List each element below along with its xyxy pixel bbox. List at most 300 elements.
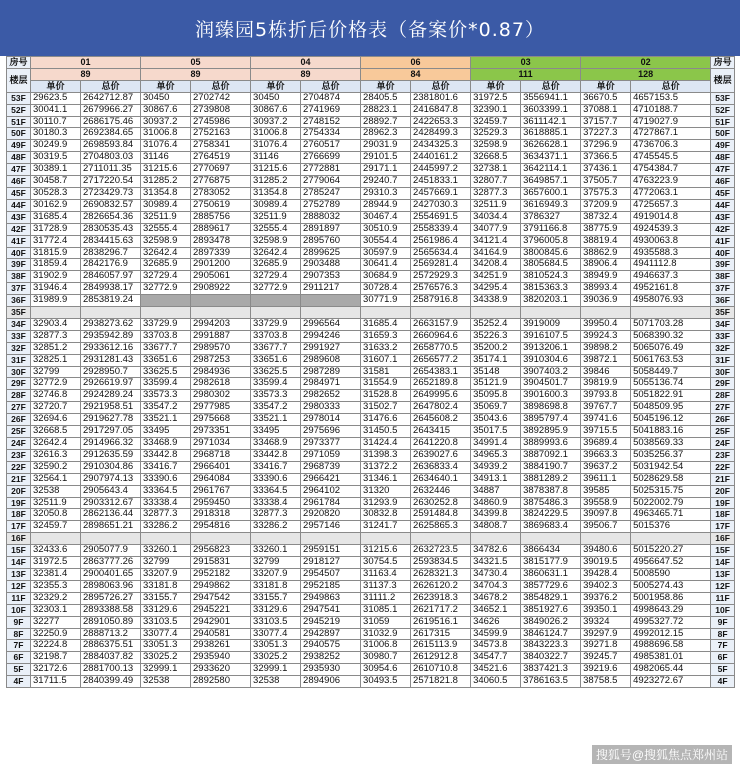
total-price-cell: 2760517	[301, 140, 361, 152]
total-price-cell: 2895760	[301, 235, 361, 247]
total-price-cell: 4963465.71	[631, 509, 711, 521]
unit-price-cell: 30641.4	[361, 259, 411, 271]
unit-price-cell: 37209.9	[581, 199, 631, 211]
unit-price-cell: 32668.5	[31, 426, 81, 438]
empty-cell	[631, 533, 711, 545]
total-price-cell: 2826654.36	[81, 211, 141, 223]
table-row	[7, 592, 735, 604]
unit-price-cell: 31085.1	[361, 604, 411, 616]
unit-price-cell: 30110.7	[31, 116, 81, 128]
unit-price-cell: 38993.4	[581, 283, 631, 295]
floor-number-left: 16F	[7, 533, 31, 545]
total-price-cell: 2907353	[301, 271, 361, 283]
unit-price-cell: 35200.2	[471, 342, 521, 354]
total-price-cell: 2764519	[191, 152, 251, 164]
unit-price-cell: 31815.9	[31, 247, 81, 259]
unit-price-cell: 35017.5	[471, 426, 521, 438]
unit-price-cell: 31554.9	[361, 378, 411, 390]
unit-price-cell: 31607.1	[361, 354, 411, 366]
total-price-cell: 2723429.73	[81, 187, 141, 199]
total-price-cell: 5038569.33	[631, 438, 711, 450]
unit-price-cell: 34060.5	[471, 676, 521, 688]
unit-price-cell: 34887	[471, 485, 521, 497]
unit-price-cell: 32685.9	[251, 259, 301, 271]
total-price-cell: 2973377	[301, 438, 361, 450]
total-price-cell: 2619516.1	[411, 616, 471, 628]
floor-number-right: 27F	[711, 402, 735, 414]
unit-price-cell: 33677.7	[251, 342, 301, 354]
unit-price-cell: 32598.9	[471, 140, 521, 152]
total-price-cell: 2849938.17	[81, 283, 141, 295]
empty-cell	[251, 533, 301, 545]
total-price-cell: 2954816	[191, 521, 251, 533]
room-label-left: 房号	[7, 57, 31, 69]
unit-price-cell: 39741.6	[581, 414, 631, 426]
unit-price-cell: 33468.9	[251, 438, 301, 450]
total-price-cell: 3603399.1	[521, 104, 581, 116]
unit-price-cell: 30989.4	[141, 199, 191, 211]
floor-number-right: 6F	[711, 652, 735, 664]
floor-number-right: 19F	[711, 497, 735, 509]
total-price-cell: 2964102	[301, 485, 361, 497]
total-price-cell: 3875486.3	[521, 497, 581, 509]
total-price-cell: 2895726.27	[81, 592, 141, 604]
unit-price-cell: 32746.8	[31, 390, 81, 402]
unit-price-cell: 31633.2	[361, 342, 411, 354]
total-price-cell: 3657600.1	[521, 187, 581, 199]
unit-price-cell: 33390.6	[141, 473, 191, 485]
total-price-cell: 4952161.8	[631, 283, 711, 295]
total-price-cell: 2933612.16	[81, 342, 141, 354]
total-price-cell: 2980333	[301, 402, 361, 414]
unit-price-cell: 38758.5	[581, 676, 631, 688]
total-price-cell: 2952185	[301, 580, 361, 592]
unit-price-cell: 32538	[141, 676, 191, 688]
unit-price-cell: 30989.4	[251, 199, 301, 211]
table-row	[7, 521, 735, 533]
floor-number-left: 35F	[7, 307, 31, 319]
total-price-cell: 2933620	[191, 664, 251, 676]
unit-price-cell: 37505.7	[581, 176, 631, 188]
total-price-cell: 2959450	[191, 497, 251, 509]
table-row	[7, 318, 735, 330]
unit-price-cell: 30771.9	[361, 295, 411, 307]
unit-price-cell: 33625.5	[251, 366, 301, 378]
total-price-cell: 3898698.8	[521, 402, 581, 414]
unit-price-cell: 30528.3	[31, 187, 81, 199]
floor-number-left: 27F	[7, 402, 31, 414]
total-price-cell: 2956823	[191, 545, 251, 557]
total-price-cell: 2954507	[301, 568, 361, 580]
floor-number-right: 47F	[711, 164, 735, 176]
floor-number-left: 47F	[7, 164, 31, 176]
total-price-cell	[301, 295, 361, 307]
unit-price-cell: 31728.9	[31, 223, 81, 235]
total-price-cell: 2912635.59	[81, 449, 141, 461]
total-price-cell: 2940575	[301, 640, 361, 652]
total-price-cell: 2745986	[191, 116, 251, 128]
total-price-cell: 2966401	[191, 461, 251, 473]
empty-cell	[411, 307, 471, 319]
table-row	[7, 557, 735, 569]
unit-price-cell: 31146	[141, 152, 191, 164]
room-number: 03	[471, 57, 581, 69]
unit-price-cell: 33207.9	[251, 568, 301, 580]
floor-number-right: 52F	[711, 104, 735, 116]
unit-price-cell: 31711.5	[31, 676, 81, 688]
total-price-cell: 2898063.96	[81, 580, 141, 592]
total-price-cell: 5071703.28	[631, 318, 711, 330]
unit-price-cell: 30684.9	[361, 271, 411, 283]
total-price-cell: 2919627.78	[81, 414, 141, 426]
floor-number-left: 18F	[7, 509, 31, 521]
unit-price-cell: 31346.1	[361, 473, 411, 485]
floor-number-left: 41F	[7, 235, 31, 247]
unit-price-cell: 33416.7	[251, 461, 301, 473]
unit-price-cell: 37088.1	[581, 104, 631, 116]
total-price-cell: 3881289.2	[521, 473, 581, 485]
total-price-cell: 2569281.4	[411, 259, 471, 271]
total-price-cell: 3860631.1	[521, 568, 581, 580]
unit-price-cell: 30832.8	[361, 509, 411, 521]
floor-number-right: 41F	[711, 235, 735, 247]
unit-price-cell: 34939.2	[471, 461, 521, 473]
empty-cell	[31, 307, 81, 319]
floor-number-left: 48F	[7, 152, 31, 164]
total-price-cell: 3786163.5	[521, 676, 581, 688]
total-price-cell: 2971034	[191, 438, 251, 450]
total-price-cell: 4956647.52	[631, 557, 711, 569]
unit-price-cell: 32277	[31, 616, 81, 628]
room-area: 89	[141, 68, 251, 80]
total-price-cell: 2686175.46	[81, 116, 141, 128]
unit-price-cell: 35043.6	[471, 414, 521, 426]
floor-number-right: 46F	[711, 176, 735, 188]
total-price-cell: 2623918.3	[411, 592, 471, 604]
total-price-cell: 2834415.63	[81, 235, 141, 247]
table-row	[7, 676, 735, 688]
total-price-cell: 5025315.75	[631, 485, 711, 497]
total-price-cell: 2658770.5	[411, 342, 471, 354]
unit-price-cell: 32668.5	[471, 152, 521, 164]
unit-price-cell: 31946.4	[31, 283, 81, 295]
floor-number-left: 15F	[7, 545, 31, 557]
total-price-cell: 2652189.8	[411, 378, 471, 390]
total-price-cell: 2991927	[301, 342, 361, 354]
unit-price-cell: 30458.7	[31, 176, 81, 188]
total-price-cell: 2422653.3	[411, 116, 471, 128]
floor-number-right: 14F	[711, 557, 735, 569]
unit-price-cell: 28405.5	[361, 92, 411, 104]
total-price-cell: 3843223.3	[521, 640, 581, 652]
total-price-cell: 2750619	[191, 199, 251, 211]
total-price-cell: 4727867.1	[631, 128, 711, 140]
header-row-area	[7, 68, 735, 80]
total-price-cell: 2416847.8	[411, 104, 471, 116]
total-price-cell: 2702742	[191, 92, 251, 104]
unit-price-cell: 33181.8	[251, 580, 301, 592]
floor-number-right: 40F	[711, 247, 735, 259]
total-price-cell: 3913206.1	[521, 342, 581, 354]
empty-cell	[471, 533, 521, 545]
total-price-cell: 5008590	[631, 568, 711, 580]
unit-price-cell: 31685.4	[31, 211, 81, 223]
unit-price-cell: 32877.3	[141, 509, 191, 521]
table-row	[7, 473, 735, 485]
unit-price-cell: 33260.1	[251, 545, 301, 557]
unit-price-cell: 33442.8	[251, 449, 301, 461]
unit-price-cell: 32598.9	[251, 235, 301, 247]
unit-price-cell: 39402.3	[581, 580, 631, 592]
unit-price-cell: 39611.1	[581, 473, 631, 485]
unit-price-cell: 31320	[361, 485, 411, 497]
floor-number-left: 17F	[7, 521, 31, 533]
unit-price-cell: 33625.5	[141, 366, 191, 378]
total-price-cell: 2381801.6	[411, 92, 471, 104]
unit-price-cell: 39297.9	[581, 628, 631, 640]
total-price-cell: 2968739	[301, 461, 361, 473]
floor-number-right: 43F	[711, 211, 735, 223]
unit-price-cell: 30954.6	[361, 664, 411, 676]
total-price-cell: 4719027.9	[631, 116, 711, 128]
empty-cell	[191, 307, 251, 319]
floor-number-left: 34F	[7, 318, 31, 330]
unit-price-cell: 31902.9	[31, 271, 81, 283]
total-price-cell: 2921958.51	[81, 402, 141, 414]
unit-price-cell: 30450	[141, 92, 191, 104]
table-row	[7, 235, 735, 247]
floor-number-right: 5F	[711, 664, 735, 676]
total-price-cell: 2457669.1	[411, 187, 471, 199]
total-price-cell: 2645608.2	[411, 414, 471, 426]
floor-number-left: 5F	[7, 664, 31, 676]
total-price-cell: 2938273.62	[81, 318, 141, 330]
unit-price-cell: 39506.7	[581, 521, 631, 533]
total-price-cell: 2893388.58	[81, 604, 141, 616]
total-price-cell: 2931281.43	[81, 354, 141, 366]
unit-price-cell: 33129.6	[141, 604, 191, 616]
unit-price-cell: 34121.4	[471, 235, 521, 247]
table-row	[7, 354, 735, 366]
floor-number-left: 29F	[7, 378, 31, 390]
total-price-cell: 5048509.95	[631, 402, 711, 414]
unit-price-cell: 31241.7	[361, 521, 411, 533]
total-price-cell: 5041883.16	[631, 426, 711, 438]
unit-price-cell: 31059	[361, 616, 411, 628]
unit-price-cell: 30180.3	[31, 128, 81, 140]
floor-number-left: 7F	[7, 640, 31, 652]
floor-number-left: 28F	[7, 390, 31, 402]
total-price-cell: 3857729.6	[521, 580, 581, 592]
unit-price-cell: 30450	[251, 92, 301, 104]
unit-price-cell: 34321.5	[471, 557, 521, 569]
total-price-cell: 2617315	[411, 628, 471, 640]
table-row	[7, 449, 735, 461]
total-price-cell: 2572929.3	[411, 271, 471, 283]
unit-price-cell: 39019.5	[581, 557, 631, 569]
total-price-header: 总价	[521, 80, 581, 92]
total-price-cell: 2639027.6	[411, 449, 471, 461]
unit-price-cell: 31989.9	[31, 295, 81, 307]
floor-number-left: 24F	[7, 438, 31, 450]
table-row	[7, 128, 735, 140]
total-price-cell: 3869683.4	[521, 521, 581, 533]
total-price-cell: 2908922	[191, 283, 251, 295]
total-price-cell: 2587916.8	[411, 295, 471, 307]
total-price-cell: 2440161.2	[411, 152, 471, 164]
total-price-cell: 4657153.5	[631, 92, 711, 104]
floor-number-right: 42F	[711, 223, 735, 235]
watermark-text: 搜狐号@搜狐焦点郑州站	[592, 745, 732, 764]
unit-price-cell: 34730.4	[471, 568, 521, 580]
total-price-header: 总价	[411, 80, 471, 92]
total-price-cell: 2964084	[191, 473, 251, 485]
total-price-cell: 3791166.8	[521, 223, 581, 235]
unit-price-cell: 31006.8	[141, 128, 191, 140]
total-price-cell: 2899625	[301, 247, 361, 259]
total-price-cell: 2838296.7	[81, 247, 141, 259]
unit-price-cell: 34547.7	[471, 652, 521, 664]
total-price-cell: 2959151	[301, 545, 361, 557]
unit-price-cell: 33573.3	[251, 390, 301, 402]
unit-price-cell: 32616.3	[31, 449, 81, 461]
unit-price-cell: 33599.4	[141, 378, 191, 390]
unit-price-cell: 30249.9	[31, 140, 81, 152]
total-price-cell: 3820203.1	[521, 295, 581, 307]
unit-price-cell: 33364.5	[251, 485, 301, 497]
total-price-cell: 4710188.7	[631, 104, 711, 116]
total-price-cell: 2434325.3	[411, 140, 471, 152]
floor-number-right: 18F	[711, 509, 735, 521]
empty-cell	[191, 533, 251, 545]
unit-price-cell: 32538	[31, 485, 81, 497]
unit-price-cell: 28892.7	[361, 116, 411, 128]
total-price-cell: 3866434	[521, 545, 581, 557]
total-price-cell: 2917297.05	[81, 426, 141, 438]
unit-price-cell: 34652.1	[471, 604, 521, 616]
unit-price-cell: 33521.1	[251, 414, 301, 426]
unit-price-header: 单价	[361, 80, 411, 92]
unit-price-cell: 34678.2	[471, 592, 521, 604]
unit-price-cell: 39793.8	[581, 390, 631, 402]
floor-number-right: 26F	[711, 414, 735, 426]
total-price-cell: 2649995.6	[411, 390, 471, 402]
total-price-cell: 2905077.9	[81, 545, 141, 557]
total-price-cell: 4754384.7	[631, 164, 711, 176]
floor-number-right: 21F	[711, 473, 735, 485]
table-row	[7, 426, 735, 438]
floor-number-right: 29F	[711, 378, 735, 390]
floor-number-right: 23F	[711, 449, 735, 461]
floor-number-right: 36F	[711, 295, 735, 307]
floor-number-right: 34F	[711, 318, 735, 330]
room-area: 89	[251, 68, 361, 80]
unit-price-cell: 31032.9	[361, 628, 411, 640]
total-price-cell: 2766699	[301, 152, 361, 164]
total-price-cell: 2884037.82	[81, 652, 141, 664]
unit-price-cell: 32772.9	[31, 378, 81, 390]
unit-price-cell: 32642.4	[31, 438, 81, 450]
unit-price-cell: 34077.9	[471, 223, 521, 235]
empty-cell	[361, 533, 411, 545]
unit-price-cell: 33025.2	[251, 652, 301, 664]
unit-price-cell: 31163.4	[361, 568, 411, 580]
floor-number-left: 9F	[7, 616, 31, 628]
unit-price-cell: 33364.5	[141, 485, 191, 497]
table-row	[7, 92, 735, 104]
unit-price-cell: 32877.3	[251, 509, 301, 521]
unit-price-cell: 34295.4	[471, 283, 521, 295]
unit-price-cell: 33703.8	[251, 330, 301, 342]
unit-price-cell: 38732.4	[581, 211, 631, 223]
unit-price-cell: 28823.1	[361, 104, 411, 116]
unit-price-cell: 31285.2	[251, 176, 301, 188]
floor-number-left: 37F	[7, 283, 31, 295]
floor-number-right: 32F	[711, 342, 735, 354]
total-price-cell: 2991887	[191, 330, 251, 342]
unit-price-cell: 33495	[141, 426, 191, 438]
unit-price-cell: 32729.4	[141, 271, 191, 283]
total-price-cell: 2915831	[191, 557, 251, 569]
total-price-cell: 2785247	[301, 187, 361, 199]
unit-price-cell: 32685.9	[141, 259, 191, 271]
unit-price-cell: 33729.9	[141, 318, 191, 330]
unit-price-cell: 32720.7	[31, 402, 81, 414]
total-price-cell: 2571821.8	[411, 676, 471, 688]
floor-number-right: 44F	[711, 199, 735, 211]
unit-price-cell: 37436.1	[581, 164, 631, 176]
unit-price-cell: 32381.4	[31, 568, 81, 580]
total-price-cell: 2445997.2	[411, 164, 471, 176]
total-price-cell: 2914966.32	[81, 438, 141, 450]
floor-number-left: 51F	[7, 116, 31, 128]
unit-price-cell: 30493.5	[361, 676, 411, 688]
floor-number-left: 43F	[7, 211, 31, 223]
total-price-cell: 3556941.1	[521, 92, 581, 104]
total-price-cell: 2758341	[191, 140, 251, 152]
total-price-cell: 2935942.89	[81, 330, 141, 342]
total-price-cell: 2888032	[301, 211, 361, 223]
total-price-cell: 2920820	[301, 509, 361, 521]
unit-price-cell: 34808.7	[471, 521, 521, 533]
total-price-cell: 2911217	[301, 283, 361, 295]
total-price-cell: 2984971	[301, 378, 361, 390]
unit-price-cell: 33077.4	[251, 628, 301, 640]
total-price-cell: 5068390.32	[631, 330, 711, 342]
floor-number-right: 17F	[711, 521, 735, 533]
total-price-cell: 2975668	[191, 414, 251, 426]
unit-price-cell: 32250.9	[31, 628, 81, 640]
unit-price-cell: 34991.4	[471, 438, 521, 450]
total-price-cell: 2989570	[191, 342, 251, 354]
floor-number-right: 51F	[711, 116, 735, 128]
empty-cell	[361, 307, 411, 319]
floor-label-right: 楼层	[711, 68, 735, 92]
floor-number-left: 10F	[7, 604, 31, 616]
unit-price-cell: 31502.7	[361, 402, 411, 414]
total-price-header: 总价	[81, 80, 141, 92]
floor-number-right: 8F	[711, 628, 735, 640]
unit-price-cell: 31398.3	[361, 449, 411, 461]
table-row	[7, 283, 735, 295]
total-price-cell: 3854829.1	[521, 592, 581, 604]
total-price-cell: 5028629.58	[631, 473, 711, 485]
total-price-cell: 3901600.3	[521, 390, 581, 402]
floor-number-left: 20F	[7, 485, 31, 497]
unit-price-cell: 39715.5	[581, 426, 631, 438]
total-price-cell: 5051822.91	[631, 390, 711, 402]
total-price-cell: 2561986.4	[411, 235, 471, 247]
